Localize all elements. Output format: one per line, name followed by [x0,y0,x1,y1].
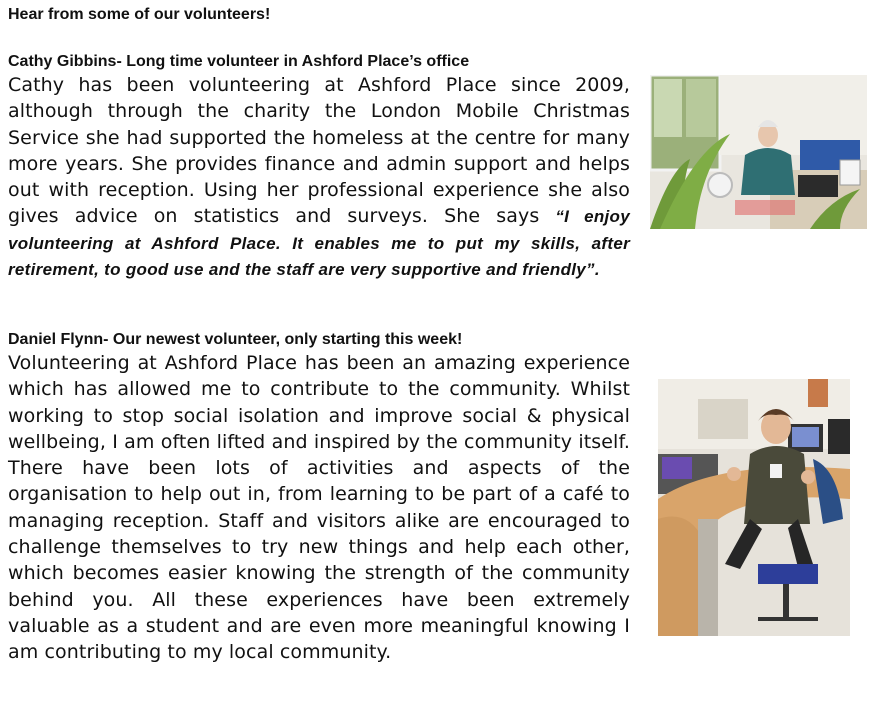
volunteer-photo-daniel [658,379,850,636]
volunteer-photo-cathy [650,75,867,229]
page-title: Hear from some of our volunteers! [8,6,271,23]
volunteer-heading-cathy: Cathy Gibbins- Long time volunteer in Ashford Place’s office [8,53,470,70]
volunteer-heading-daniel: Daniel Flynn- Our newest volunteer, only starting this week! [8,331,463,348]
reception-photo-image [658,379,850,636]
volunteer-body-daniel: Volunteering at Ashford Place has been an amazing experience which has allowed me to contribute to the community. Whilst working to stop social isolation and improve social & physical wellbeing, I am often lifted and inspired by the community itself. There have been lots of activities and aspects of the organisation to help out in, from learning to be part of a café to managing reception. Staff and visitors alike are encouraged to challenge themselves to try new things and help each other, which becomes easier knowing the strength of the community behind you. All these experiences have been extremely valuable as a student and are even more meaningful knowing I am contributing to my local community. [8,352,630,664]
volunteer-body-cathy [8,72,630,282]
office-photo-image [650,75,867,229]
volunteer-quote-cathy: “I enjoy volunteering at Ashford Place. It enables me to put my skills, after retirement, to good use and the staff are very supportive and friendly”. [8,207,631,280]
volunteer-body-text-cathy: Cathy has been volunteering at Ashford Place since 2009, although through the charity the London Mobile Christmas Service she had supported the homeless at the centre for many more years. She provides finance and admin support and helps out with reception. Using her professional experience she also gives advice on statistics and surveys. She says [8,74,630,228]
